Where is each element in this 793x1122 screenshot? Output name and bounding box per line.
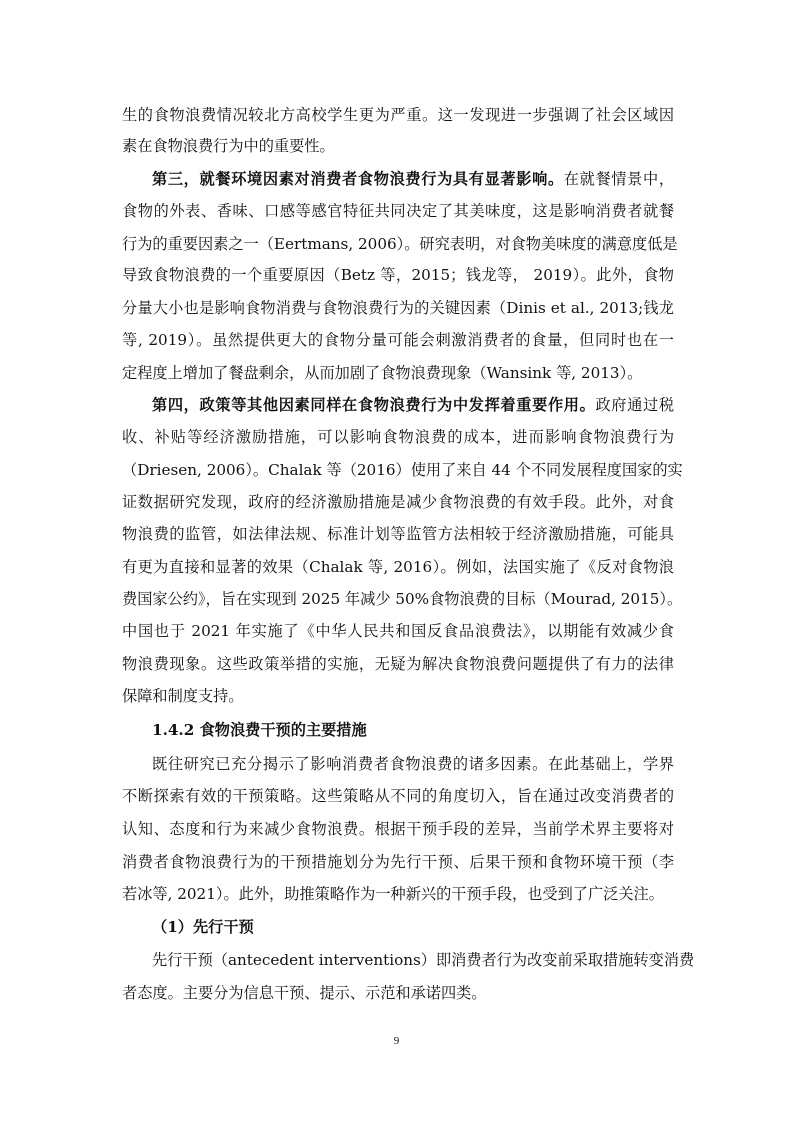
text-line: 先行干预（antecedent interventions）即消费者行为改变前采取措施转变消费	[152, 951, 695, 969]
text-span: 在就餐情景中，	[563, 170, 675, 188]
text-line: 等, 2019）。虽然提供更大的食物分量可能会刺激消费者的食量，但同时也在一	[122, 331, 674, 349]
text-line: 不断探索有效的干预策略。这些策略从不同的角度切入，旨在通过改变消费者的	[122, 787, 674, 805]
text-line: 生的食物浪费情况较北方高校学生更为严重。这一发现进一步强调了社会区域因	[122, 106, 674, 124]
section-heading: 1.4.2 食物浪费干预的主要措施	[152, 721, 367, 739]
text-line: 导致食物浪费的一个重要原因（Betz 等，2015；钱龙等， 2019）。此外，食物	[122, 266, 674, 284]
text-line: 素在食物浪费行为中的重要性。	[122, 137, 335, 155]
text-line: 既往研究已充分揭示了影响消费者食物浪费的诸多因素。在此基础上，学界	[152, 755, 674, 773]
paragraph-lead-line	[152, 395, 674, 415]
text-line: 收、补贴等经济激励措施，可以影响食物浪费的成本，进而影响食物浪费行为	[122, 428, 674, 446]
paragraph-lead-line	[152, 169, 674, 189]
text-line: 定程度上增加了餐盘剩余，从而加剧了食物浪费现象（Wansink 等, 2013）。	[122, 364, 643, 382]
subsection-heading: （1）先行干预	[152, 918, 254, 936]
text-span: 政府通过税	[595, 396, 675, 414]
text-line: 费国家公约》，旨在实现到 2025 年减少 50%食物浪费的目标（Mourad, 2015）。	[122, 590, 683, 608]
text-line: 食物的外表、香味、口感等感官特征共同决定了其美味度，这是影响消费者就餐	[122, 202, 674, 220]
text-line: 保障和制度支持。	[122, 687, 244, 705]
text-line: 行为的重要因素之一（Eertmans, 2006）。研究表明，对食物美味度的满意度低是	[122, 235, 678, 253]
text-line: 有更为直接和显著的效果（Chalak 等, 2016）。例如，法国实施了《反对食物浪	[122, 558, 674, 576]
text-line: 中国也于 2021 年实施了《中华人民共和国反食品浪费法》，以期能有效减少食	[122, 622, 674, 640]
text-line: 分量大小也是影响食物消费与食物浪费行为的关键因素（Dinis et al., 2013;钱龙	[122, 299, 674, 317]
text-line: 物浪费的监管，如法律法规、标准计划等监管方法相较于经济激励措施，可能具	[122, 525, 674, 543]
text-line: 物浪费现象。这些政策举措的实施，无疑为解决食物浪费问题提供了有力的法律	[122, 655, 674, 673]
text-line: 消费者食物浪费行为的干预措施划分为先行干预、后果干预和食物环境干预（李	[122, 853, 674, 871]
text-line: 者态度。主要分为信息干预、提示、示范和承诺四类。	[122, 984, 487, 1002]
page-number: 9	[393, 1035, 400, 1047]
text-line: 若冰等, 2021）。此外，助推策略作为一种新兴的干预手段，也受到了广泛关注。	[122, 885, 664, 903]
bold-lead-sentence: 第四，政策等其他因素同样在食物浪费行为中发挥着重要作用。	[152, 396, 596, 414]
text-line: （Driesen, 2006）。Chalak 等（2016）使用了来自 44 个不同发展程度国家的实	[122, 461, 683, 479]
text-line: 证数据研究发现，政府的经济激励措施是减少食物浪费的有效手段。此外，对食	[122, 493, 674, 511]
text-line: 认知、态度和行为来减少食物浪费。根据干预手段的差异，当前学术界主要将对	[122, 820, 674, 838]
bold-lead-sentence: 第三，就餐环境因素对消费者食物浪费行为具有显著影响。	[152, 170, 564, 188]
